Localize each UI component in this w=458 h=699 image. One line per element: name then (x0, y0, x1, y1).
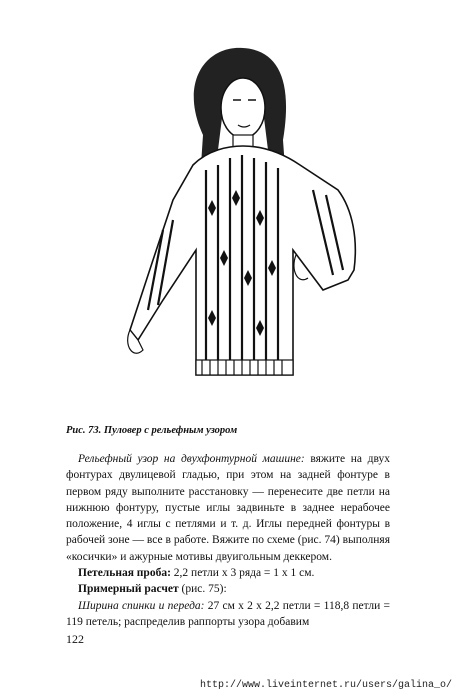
paragraph-1 (66, 451, 390, 565)
paragraph-2 (66, 565, 390, 581)
paragraph-3 (66, 581, 390, 597)
body-text (66, 451, 390, 630)
paragraph-2-text: 2,2 петли x 3 ряда = 1 x 1 см. (170, 567, 315, 580)
paragraph-4 (66, 598, 390, 631)
paragraph-4-text: 27 см x 2 x 2,2 петли = 118,8 петли = 119 петель; распределив раппорты узора добавим (66, 599, 390, 628)
footer-url: http://www.liveinternet.ru/users/galina_o/ (199, 680, 452, 691)
paragraph-3-lead: Примерный расчет (78, 583, 179, 596)
paragraph-2-lead: Петельная проба: (78, 567, 171, 580)
sweater-illustration (118, 40, 378, 400)
paragraph-1-text: вяжите на двух фонтурах двулицевой гладью, при этом на задней фонтуре в первом ряду выполните расстановку — перенесите две петли на нижнюю фонтуру, пустые иглы задвиньте в заднее нерабочее положение, 4 иглы с петлями и т. д. Иглы передней фонтуры в рабочей зоне — все в работе. Вяжите по схеме (рис. 74) выполняя «косички» и ажурные мотивы двуигольным деккером. (66, 453, 390, 563)
figure-caption: Рис. 73. Пуловер с рельефным узором (66, 425, 238, 436)
page-number: 122 (66, 632, 84, 646)
paragraph-1-lead: Рельефный узор на двухфонтурной машине: (78, 453, 305, 465)
paragraph-4-lead: Ширина спинки и переда: (78, 599, 205, 612)
paragraph-3-text: (рис. 75): (178, 583, 227, 596)
